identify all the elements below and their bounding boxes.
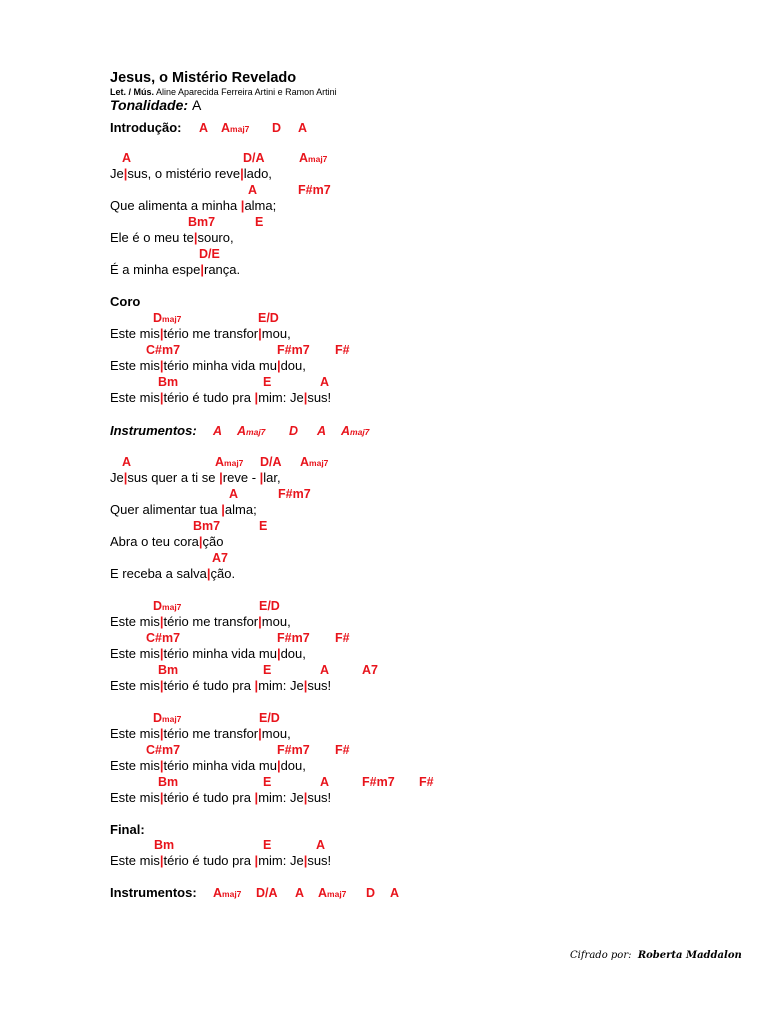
lyric-line [0,790,768,806]
chord [146,342,180,358]
chord-root: E [263,375,272,389]
beat-marker: | [240,166,244,181]
lyric-segment: souro, [197,230,234,245]
chord [221,120,249,137]
chord [316,837,325,853]
lyric-segment: dou, [280,758,306,773]
chord [263,374,271,390]
chord [366,885,375,901]
credits-label: Let. / Mús. [110,87,155,97]
chord [199,246,220,262]
chord-root: A [320,663,330,677]
chord-root: Bm7 [193,519,221,533]
lyric-segment: Ele é o meu te [110,230,194,245]
chord-line [0,150,768,166]
chord-root: E/D [258,311,279,325]
chord-root: F#m7 [277,631,310,645]
chord [146,630,180,646]
signature-name: Roberta Maddalon [637,950,742,961]
beat-marker: | [219,470,223,485]
chord-root: A [248,183,258,197]
section-heading: Instrumentos: [110,885,197,900]
chord-root: D [153,311,163,325]
section-heading: Final: [110,822,145,837]
chord [263,837,271,853]
chord [213,885,241,902]
beat-marker: | [159,326,164,341]
chord [243,150,265,166]
lyric-text [110,230,234,246]
chord-suffix: maj7 [162,314,182,324]
chord [320,374,329,390]
chord-root: A [229,487,239,501]
chord [295,885,304,901]
chord-root: D/A [256,886,278,900]
lyric-segment: E receba a salva [110,566,207,581]
chord-root: F# [335,743,350,757]
chord-line [0,742,768,758]
chord-line [0,518,768,534]
chord-root: C#m7 [146,743,181,757]
chord-line [0,214,768,230]
section-line [0,822,768,838]
chord-root: A [295,886,305,900]
lyric-segment: rança. [203,262,241,277]
chord [153,310,181,327]
chord-suffix: maj7 [230,124,250,134]
chord-root: A [299,151,309,165]
lyric-segment: mim: Je [258,390,304,405]
chord [298,120,307,136]
lyric-segment: dou, [280,358,306,373]
chord-root: A [122,151,132,165]
lyric-line [0,390,768,406]
chord [272,120,281,136]
chord-root: F#m7 [277,743,310,757]
chord [419,774,434,790]
beat-marker: | [206,566,211,581]
beat-marker: | [303,853,308,868]
lyric-segment: Este mis [110,326,160,341]
chord [122,454,131,470]
lyric-segment: mou, [261,326,291,341]
lyric-text [110,358,306,374]
lyric-text [110,534,224,550]
chord [298,182,331,198]
beat-marker: | [254,853,259,868]
beat-marker: | [303,390,308,405]
lyric-segment: tério minha vida mu [163,758,277,773]
beat-marker: | [276,646,281,661]
chord-line [0,310,768,326]
chord [199,120,208,136]
chord-root: A [213,886,223,900]
chord [289,423,298,439]
chord [146,742,180,758]
chord [362,774,395,790]
lyric-segment: tério é tudo pra [163,853,255,868]
lyric-text [110,790,331,806]
chord [260,454,282,470]
chord [193,518,220,534]
chord [259,710,280,726]
lyric-text [110,726,291,742]
lyric-line [0,566,768,582]
beat-marker: | [123,166,128,181]
beat-marker: | [200,262,204,277]
lyric-segment: tério me transfor [163,726,259,741]
chord-line [0,710,768,726]
lyric-text [110,166,272,182]
beat-marker: | [258,726,262,741]
chord [317,423,326,439]
beat-marker: | [159,678,164,693]
beat-marker: | [276,758,281,773]
chord-root: A7 [362,663,378,677]
chord-line [0,774,768,790]
lyric-text [110,262,240,278]
chord-root: D/A [260,455,282,469]
chord-suffix: maj7 [246,427,266,437]
section-line [0,294,768,310]
beat-marker: | [303,678,308,693]
chord-root: A [341,424,351,438]
lyric-text [110,853,331,869]
beat-marker: | [123,470,128,485]
lyric-segment: alma; [224,502,257,517]
chord-root: F#m7 [298,183,331,197]
chord [335,742,350,758]
chord [390,885,399,901]
lyric-line [0,358,768,374]
beat-marker: | [159,646,164,661]
lyric-segment: tério é tudo pra [163,390,255,405]
chord-root: A [316,838,326,852]
chord-root: Bm [158,375,179,389]
lyric-segment: mou, [261,614,291,629]
chord [318,885,346,902]
chord [277,342,310,358]
chord [258,310,279,326]
chord [259,518,267,534]
lyric-text [110,390,331,406]
chord-root: F#m7 [277,343,310,357]
lyric-text [110,198,276,214]
chord [278,486,311,502]
lyric-text [110,470,281,486]
chord-root: A [320,375,330,389]
lyric-segment: reve - [222,470,260,485]
lyric-line [0,853,768,869]
lyric-segment: ção. [210,566,236,581]
chord-root: E [255,215,264,229]
lyric-line [0,470,768,486]
lyric-segment: Este mis [110,390,160,405]
lyric-segment: mou, [261,726,291,741]
lyric-segment: tério é tudo pra [163,790,255,805]
chord-root: Bm [158,775,179,789]
chord [335,342,350,358]
lyric-segment: Este mis [110,726,160,741]
chord [362,662,378,678]
chord [153,710,181,727]
lyric-segment: tério me transfor [163,326,259,341]
lyric-segment: Abra o teu cora [110,534,199,549]
chord [248,182,257,198]
lyric-segment: dou, [280,646,306,661]
key-label: Tonalidade: [110,97,189,113]
chord [256,885,278,901]
chord-suffix: maj7 [350,427,370,437]
chord-root: C#m7 [146,343,181,357]
beat-marker: | [159,726,164,741]
lyric-line [0,758,768,774]
chord-root: A [318,886,328,900]
chord [277,742,310,758]
chord [300,454,328,471]
chord-root: E [263,663,272,677]
beat-marker: | [193,230,198,245]
chord [255,214,263,230]
chord-root: Bm [154,838,175,852]
chord-root: A [317,424,327,438]
section-heading: Coro [110,294,141,309]
lyric-segment: lado, [243,166,272,181]
lyric-text [110,646,306,662]
lyric-segment: alma; [244,198,277,213]
lyric-segment: mim: Je [258,678,304,693]
chord [237,423,265,440]
chord-root: A [390,886,400,900]
chord-line [0,486,768,502]
section-heading: Introdução: [110,120,182,135]
chord-root: C#m7 [146,631,181,645]
chord [158,662,178,678]
lyric-segment: sus! [307,853,332,868]
chord-line [0,598,768,614]
chord [229,486,238,502]
beat-marker: | [303,790,308,805]
beat-marker: | [159,758,164,773]
lyric-segment: sus quer a ti se [127,470,220,485]
chord-line [0,630,768,646]
lyric-segment: sus! [307,790,332,805]
chord-root: D [153,599,163,613]
chord [263,662,271,678]
lyric-segment: É a minha espe [110,262,201,277]
chord-root: D [153,711,163,725]
chord-root: D/E [199,247,220,261]
lyric-segment: Este mis [110,614,160,629]
section-heading: Instrumentos: [110,423,197,438]
signature-label: Cifrado por: [570,950,632,961]
chord [153,598,181,615]
chord [263,774,271,790]
chord-root: F#m7 [362,775,395,789]
lyric-line [0,534,768,550]
beat-marker: | [159,358,164,373]
song-title: Jesus, o Mistério Revelado [110,70,297,86]
chord-suffix: maj7 [309,458,329,468]
chord-root: A [320,775,330,789]
lyric-line [0,230,768,246]
chord [277,630,310,646]
chord-root: A [122,455,132,469]
chord-root: A [221,121,231,135]
chord [259,598,280,614]
lyric-line [0,726,768,742]
chord-suffix: maj7 [327,889,347,899]
chord-root: A [215,455,225,469]
beat-marker: | [221,502,225,517]
beat-marker: | [258,614,262,629]
chord [320,662,329,678]
lyric-segment: tério minha vida mu [163,358,277,373]
section-line [0,423,768,439]
lyric-text [110,566,235,582]
lyric-segment: mim: Je [258,790,304,805]
chord-suffix: maj7 [308,154,328,164]
arranger-signature [570,950,742,961]
key-value: A [191,97,202,113]
beat-marker: | [159,614,164,629]
beat-marker: | [254,390,259,405]
beat-marker: | [258,326,262,341]
beat-marker: | [240,198,245,213]
lyric-line [0,166,768,182]
chord-suffix: maj7 [224,458,244,468]
lyric-segment: Je [110,470,124,485]
chord-root: F# [335,631,350,645]
beat-marker: | [159,390,164,405]
chord-line [0,342,768,358]
chord-root: A [213,424,223,438]
chord [158,774,178,790]
lyric-segment: Este mis [110,758,160,773]
lyric-segment: tério é tudo pra [163,678,255,693]
lyric-segment: mim: Je [258,853,304,868]
chord [215,454,243,471]
lyric-line [0,198,768,214]
beat-marker: | [159,853,164,868]
lyric-segment: Este mis [110,358,160,373]
lyric-segment: Que alimenta a minha [110,198,241,213]
chord-root: A [237,424,247,438]
chord [213,423,222,439]
chord-root: E/D [259,599,280,613]
chord-root: A [199,121,209,135]
chord-root: Bm7 [188,215,216,229]
lyric-text [110,326,291,342]
chord [335,630,350,646]
beat-marker: | [254,678,259,693]
lyric-text [110,678,331,694]
chord [158,374,178,390]
chord-root: E [259,519,268,533]
chord [122,150,131,166]
chord-suffix: maj7 [222,889,242,899]
chord [320,774,329,790]
chord-root: D/A [243,151,265,165]
lyric-segment: Este mis [110,678,160,693]
beat-marker: | [198,534,203,549]
lyric-segment: Este mis [110,646,160,661]
chord [154,837,174,853]
chord-root: D [366,886,376,900]
credits-authors: Aline Aparecida Ferreira Artini e Ramon Artini [156,87,337,97]
lyric-segment: Quer alimentar tua [110,502,222,517]
lyric-segment: sus! [307,390,332,405]
chord [188,214,215,230]
beat-marker: | [276,358,281,373]
chord-root: F#m7 [278,487,311,501]
chord [212,550,228,566]
lyric-segment: Este mis [110,853,160,868]
lyric-text [110,614,291,630]
chord-root: E [263,775,272,789]
lyric-line [0,614,768,630]
chord-root: E [263,838,272,852]
lyric-line [0,502,768,518]
chord-suffix: maj7 [162,714,182,724]
chord-root: F# [335,343,350,357]
lyric-segment: tério minha vida mu [163,646,277,661]
chord-line [0,837,768,853]
lyric-line [0,646,768,662]
lyric-text [110,502,257,518]
chord-line [0,662,768,678]
chord-suffix: maj7 [162,602,182,612]
lyric-segment: sus! [307,678,332,693]
lyric-line [0,262,768,278]
lyric-text [110,758,306,774]
lyric-segment: Este mis [110,790,160,805]
chord-root: A [300,455,310,469]
chord-root: D [289,424,299,438]
chord-root: F# [419,775,434,789]
lyric-segment: lar, [263,470,281,485]
chord-line [0,374,768,390]
section-line [0,885,768,901]
chord-root: D [272,121,282,135]
section-line [0,120,768,136]
chord [299,150,327,167]
chord-line [0,246,768,262]
lyric-line [0,678,768,694]
chord-root: A7 [212,551,228,565]
beat-marker: | [159,790,164,805]
chord [341,423,369,440]
chord-line [0,550,768,566]
chord-root: A [298,121,308,135]
beat-marker: | [259,470,264,485]
chord-line [0,182,768,198]
lyric-segment: sus, o mistério reve [127,166,241,181]
key-line [110,97,201,113]
lyric-segment: Je [110,166,124,181]
lyric-segment: tério me transfor [163,614,259,629]
chord-line [0,454,768,470]
lyric-segment: ção [202,534,224,549]
lyric-line [0,326,768,342]
chord-root: E/D [259,711,280,725]
chord-root: Bm [158,663,179,677]
beat-marker: | [254,790,259,805]
